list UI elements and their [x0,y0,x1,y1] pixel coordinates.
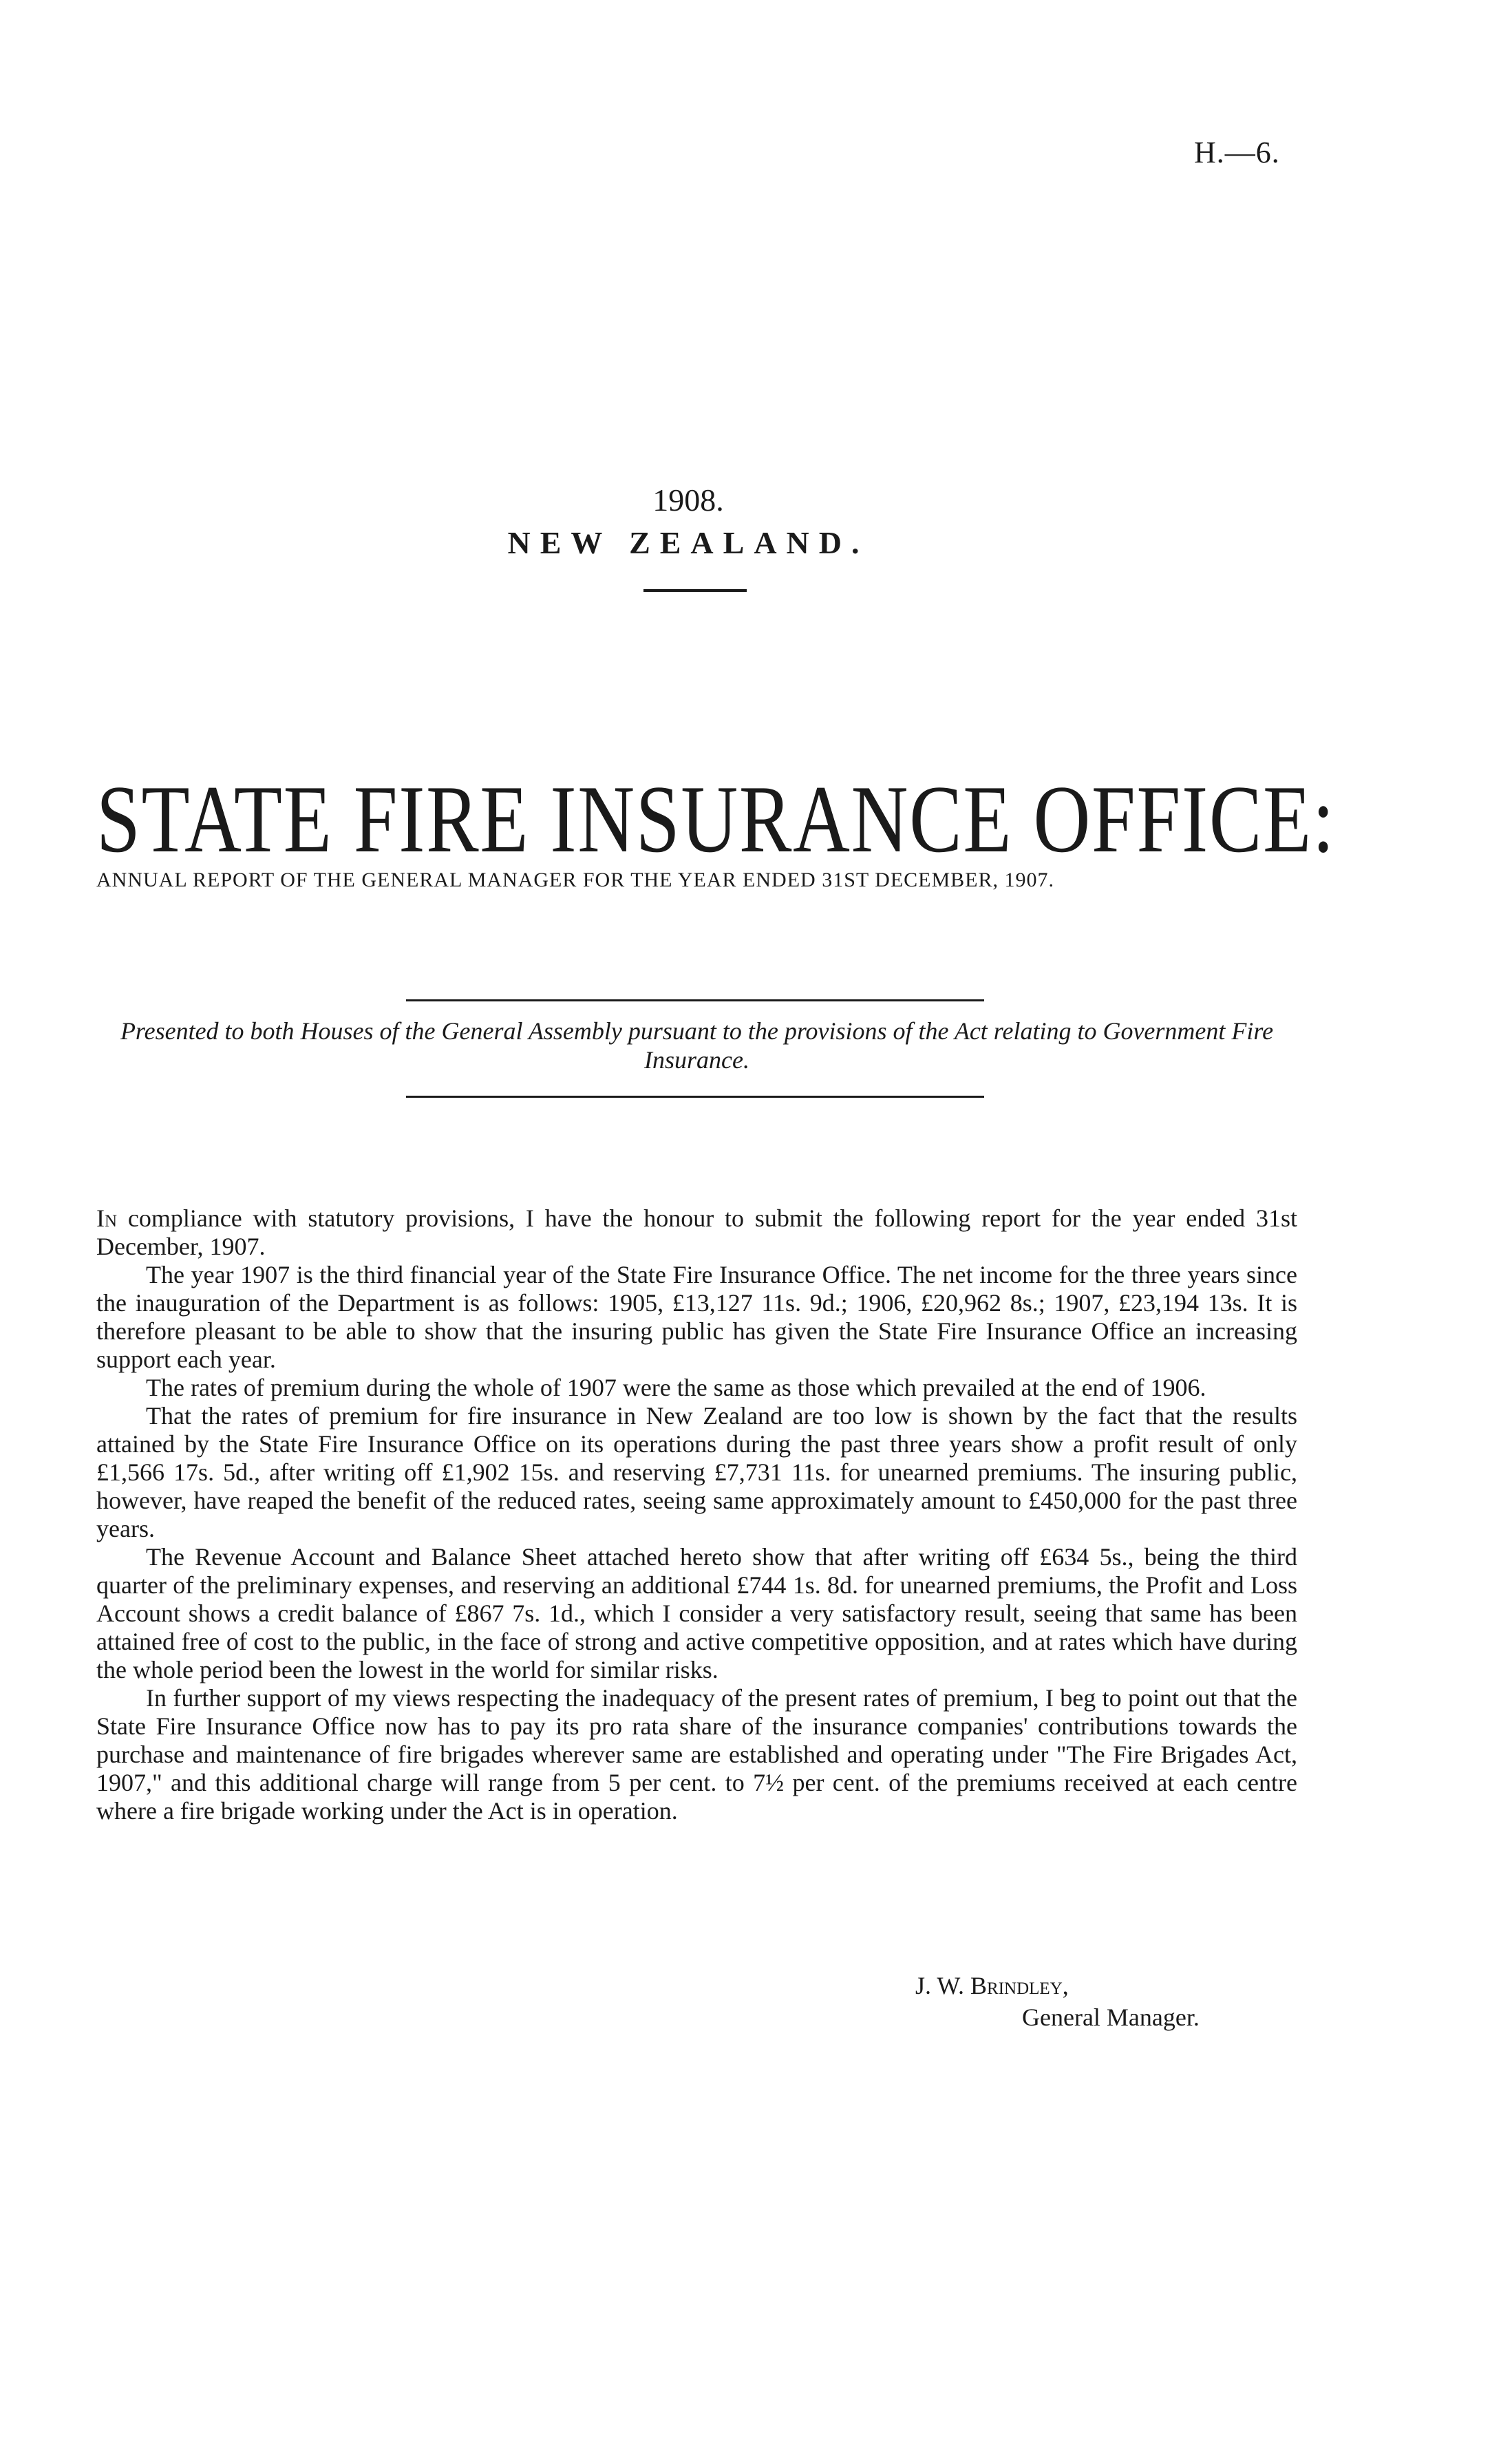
paragraph-5: The Revenue Account and Balance Sheet attached hereto show that after writing off £634 5s., being the third quarter of the preliminary expenses, and reserving an additional £744 1s. 8d. for unearned premiums, the Profit and Loss Account shows a credit balance of £867 7s. 1d., which I consider a very satisfactory result, seeing that same has been attained free of cost to the public, in the face of strong and active competitive opposition, and at rates which have during the whole period been the lowest in the world for similar risks. [96,1543,1297,1683]
page-reference: H.—6. [1194,136,1280,169]
signatory-title: General Manager. [1022,2004,1200,2031]
page-subtitle: ANNUAL REPORT OF THE GENERAL MANAGER FOR THE YEAR ENDED 31ST DECEMBER, 1907. [96,869,1055,891]
paragraph-1-lead: In [96,1204,118,1232]
divider-rule [643,589,747,592]
report-body [96,1204,1297,1825]
divider-rule-top [406,999,984,1001]
paragraph-4: That the rates of premium for fire insurance in New Zealand are too low is shown by the fact that the results attained by the State Fire Insurance Office on its operations during the past three years show a profit result of only £1,566 17s. 5d., after writing off £1,902 15s. and reserving £7,731 11s. for unearned premiums. The insuring public, however, have reaped the benefit of the reduced rates, seeing same approximately amount to £450,000 for the past three years. [96,1402,1297,1542]
signature-block [915,1970,1200,2033]
paragraph-6: In further support of my views respecting the inadequacy of the present rates of premium, I beg to point out that the State Fire Insurance Office now has to pay its pro rata share of the insurance companies' contributions towards the purchase and maintenance of fire brigades wherever same are established and operating under "The Fire Brigades Act, 1907," and this additional charge will range from 5 per cent. to 7½ per cent. of the premiums received at each centre where a fire brigade working under the Act is in operation. [96,1684,1297,1825]
page-title: STATE FIRE INSURANCE OFFICE: [96,766,1336,873]
paragraph-3: The rates of premium during the whole of 1907 were the same as those which prevailed at the end of 1906. [146,1374,1206,1401]
paragraph-1 [96,1204,1297,1261]
presentation-note: Presented to both Houses of the General Assembly pursuant to the provisions of the Act relating to Government Fire Insurance. [120,1017,1274,1074]
paragraph-2: The year 1907 is the third financial year of the State Fire Insurance Office. The net income for the three years since the inauguration of the Department is as follows: 1905, £13,127 11s. 9d.; 1906, £20,962 8s.; 1907, £23,194 13s. It is therefore pleasant to be able to show that the insuring public has given the State Fire Insurance Office an increasing support each year. [96,1261,1297,1373]
document-year: 1908. [652,482,724,518]
paragraph-1-text: compliance with statutory provisions, I have the honour to submit the following report for the year ended 31st December, 1907. [96,1204,1297,1260]
divider-rule-bottom [406,1096,984,1098]
signatory-name: J. W. Brindley, [915,1972,1069,1999]
country-heading: NEW ZEALAND. [507,525,869,560]
